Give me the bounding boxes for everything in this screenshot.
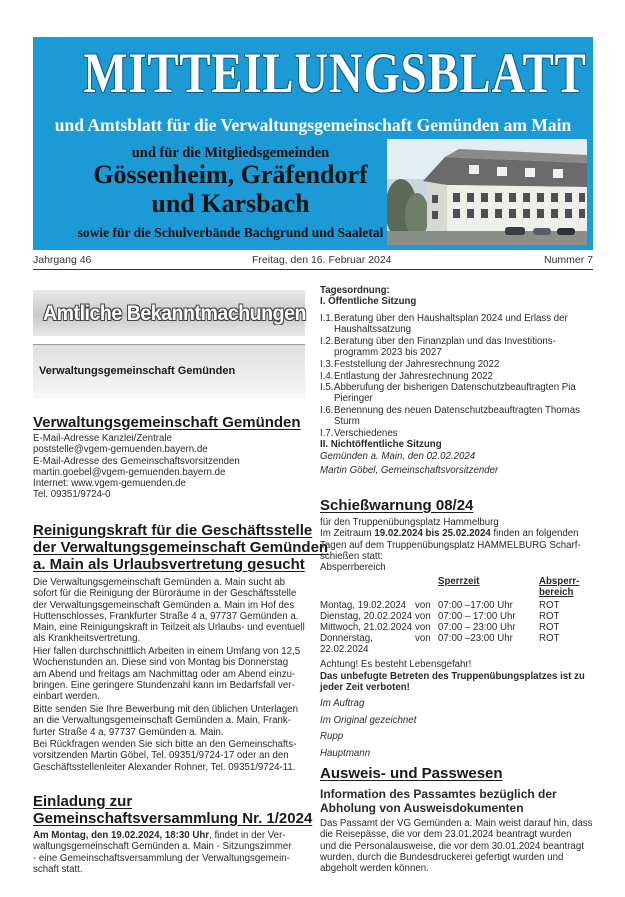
text-line: waltungsgemeinschaft Gemünden a. Main - Sitzungszimmer (33, 841, 292, 853)
private-session-title: II. Nichtöffentliche Sitzung (320, 439, 442, 450)
masthead-schools-line: sowie für die Schulverbände Bachgrund und Saaletal (77, 225, 384, 240)
vg-contact-block (33, 433, 240, 501)
vg-email-office[interactable]: poststelle@vgem-gemuenden.bayern.de (33, 444, 208, 456)
section-label-box (33, 344, 305, 398)
row-area: ROT (539, 600, 560, 611)
official-notices-banner (33, 290, 305, 336)
agenda-number: I.3. (320, 359, 334, 370)
shooting-intro (320, 517, 581, 573)
invite-heading (33, 793, 312, 827)
text-line: Bei Rückfragen wenden Sie sich bitte an den Gemeinschafts- (33, 739, 297, 750)
text-line: Im Auftrag (320, 698, 365, 709)
vg-heading: Verwaltungsgemeinschaft Gemünden (33, 414, 301, 431)
masthead-title: MITTEILUNGSBLATT (83, 42, 587, 105)
vg-contact-line: E-Mail-Adresse Kanzlei/Zentrale (33, 433, 172, 444)
text-line: Geschäftsstellenleiter Alexander Rohner, Tel. 09351/9724-11. (33, 761, 296, 773)
text-line: und die Personalausweise, die vor dem 30.01.2024 beantragt (320, 840, 584, 852)
text-line: Verschiedenes (334, 428, 398, 439)
job-heading-line: Reinigungskraft für die Geschäftsstelle (33, 522, 313, 539)
job-paragraph-3 (33, 704, 298, 738)
text-line: bereich (539, 587, 574, 598)
vg-contact-line: E-Mail-Adresse des Gemeinschaftsvorsitzenden (33, 455, 240, 467)
text-line: bringen. Eine geringere Stundenzahl kann im Bedarfsfall ver- (33, 679, 295, 691)
text-line: Tagen auf dem Truppenübungsplatz HAMMELBURG Scharf- (320, 539, 581, 551)
text-line: Hauptmann (320, 747, 371, 759)
issue-volume: Jahrgang 46 (33, 254, 92, 266)
text-fragment: finden an folgenden (490, 528, 579, 540)
row-day-continued: 22.02.2024 (320, 644, 369, 655)
text-fragment: , findet in der Ver- (209, 830, 286, 841)
agenda-title: Tagesordnung: (320, 285, 390, 296)
text-line: Beratung über den Haushaltsplan 2024 und Erlass der (334, 313, 568, 324)
masthead-members-line: und für die Mitgliedsgemeinden (131, 145, 330, 161)
signature-line: Martin Göbel, Gemeinschaftsvorsitzender (320, 465, 499, 476)
text-line: Im Original gezeichnet (320, 714, 417, 726)
text-line: Absperrbereich (320, 562, 386, 574)
agenda-number: I.5. (320, 382, 334, 393)
shooting-warning-heading: Schießwarnung 08/24 (320, 497, 474, 514)
text-line: an die Verwaltungsgemeinschaft Gemünden a. Main, Frank- (33, 715, 291, 727)
text-line: als Krankheitsvertretung. (33, 633, 141, 645)
text-line: schaft statt. (33, 863, 83, 875)
text-line: der Verwaltungsgemeinschaft Gemünden a. Main im Hof des (33, 599, 295, 611)
issue-date: Freitag, den 16. Februar 2024 (252, 254, 392, 266)
text-line: Rupp (320, 731, 344, 742)
row-day: Donnerstag, (320, 633, 373, 644)
passport-paragraph (320, 818, 592, 874)
vg-phone: Tel. 09351/9724-0 (33, 489, 111, 501)
row-area: ROT (539, 633, 560, 644)
row-from: von (415, 633, 431, 644)
text-line: die Reisepässe, die vor dem 23.01.2024 beantragt wurden (320, 829, 572, 841)
text-line: sofort für die Reinigung der Büroräume in der Geschäftsstelle (33, 588, 297, 600)
place-date: Gemünden a. Main, den 02.02.2024 (320, 451, 476, 462)
text-line: Pieringer (334, 393, 373, 405)
text-line: Information des Passamtes bezüglich der (320, 787, 557, 801)
vg-email-chair[interactable]: martin.goebel@vgem-gemuenden.bayern.de (33, 466, 226, 478)
text-line: Feststellung der Jahresrechnung 2022 (334, 359, 500, 370)
invite-heading-line: Einladung zur (33, 793, 133, 810)
issue-number: Nummer 7 (543, 254, 593, 266)
shooting-period: 19.02.2024 bis 25.02.2024 (374, 528, 491, 540)
passport-subheading (320, 788, 557, 815)
shooting-schedule-table (320, 576, 593, 656)
agenda-number: I.7. (320, 428, 334, 439)
shooting-signature (320, 696, 416, 762)
row-day: Dienstag, 20.02.2024 (320, 611, 413, 622)
invite-paragraph (33, 830, 291, 875)
text-line: Bitte senden Sie Ihre Bewerbung mit den üblichen Unterlagen (33, 704, 298, 715)
job-heading (33, 522, 328, 573)
town-hall-photo (387, 139, 587, 245)
job-paragraph-4 (33, 739, 296, 773)
job-heading-line: a. Main als Urlaubsvertretung gesucht (33, 556, 305, 573)
text-line: Das Passamt der VG Gemünden a. Main weist darauf hin, dass (320, 818, 593, 829)
text-line: Hier fallen durchschnittlich Arbeiten in einem Umfang von 12,5 (33, 646, 301, 657)
row-day: Mittwoch, 21.02.2024 (320, 622, 413, 633)
vg-website[interactable]: Internet: www.vgem-gemuenden.de (33, 478, 186, 490)
col-header-time: Sperrzeit (438, 576, 480, 587)
row-from: von (415, 622, 431, 633)
text-line: programm 2023 bis 2027 (334, 347, 442, 359)
text-line: am Abend und freitags am Nachmittag oder am Abend einzu- (33, 668, 296, 680)
row-area: ROT (539, 622, 560, 633)
invite-heading-line: Gemeinschaftsversammlung Nr. 1/2024 (33, 810, 313, 827)
masthead-towns-line-1: Gössenheim, Gräfendorf (93, 160, 368, 189)
agenda-number: I.1. (320, 313, 334, 324)
text-line: Sturm (334, 416, 360, 428)
text-line: einbart werden. (33, 691, 100, 703)
text-line: - eine Gemeinschaftsversammlung der Verwaltungsgemein- (33, 852, 290, 864)
text-line: Entlastung der Jahresrechnung 2022 (334, 371, 493, 382)
section-label: Verwaltungsgemeinschaft Gemünden (39, 365, 236, 377)
text-line: Abholung von Ausweisdokumenten (320, 800, 524, 815)
masthead-towns-line-2: und Karsbach (151, 189, 310, 218)
row-time: 07:00 –23:00 Uhr (438, 633, 513, 644)
agenda-number: I.2. (320, 336, 334, 347)
text-line: Absperr- (539, 576, 580, 587)
text-line: für den Truppenübungsplatz Hammelburg (320, 517, 499, 528)
agenda-number: I.6. (320, 405, 334, 416)
text-line: Haushaltssatzung (334, 324, 412, 336)
passport-heading: Ausweis- und Passwesen (320, 765, 503, 782)
text-line: Main, eine Reinigungskraft in Teilzeit als Urlaubs- und eventuell (33, 622, 305, 634)
job-paragraph-1 (33, 577, 305, 645)
row-area: ROT (539, 611, 560, 622)
invite-date-time: Am Montag, den 19.02.2024, 18:30 Uhr (33, 830, 210, 841)
text-line: vorsitzenden Martin Göbel, Tel. 09351/9724-17 oder an den (33, 750, 289, 762)
row-time: 07:00 –17:00 Uhr (438, 600, 513, 611)
text-line: jeder Zeit verboten! (320, 682, 410, 694)
danger-warning: Achtung! Es besteht Lebensgefahr! (320, 659, 472, 670)
official-notices-banner-text: Amtliche Bekanntmachungen (43, 302, 306, 325)
text-line: Huttenschlosses, Frankfurter Straße 4 a, 97737 Gemünden a. (33, 610, 299, 622)
text-line: schießen statt: (320, 550, 383, 562)
text-fragment: Im Zeitraum (320, 528, 375, 540)
public-session-title: I. Öffentliche Sitzung (320, 296, 417, 307)
text-line: abgeholt werden können. (320, 863, 429, 875)
issue-dateline (33, 254, 593, 270)
text-line: Benennung des neuen Datenschutzbeauftragten Thomas (334, 405, 580, 416)
row-day: Montag, 19.02.2024 (320, 600, 407, 611)
text-line: wurden, durch die Bundesdruckerei gefertigt wurden und (320, 851, 564, 863)
text-line: Beratung über den Finanzplan und das Investitions- (334, 336, 556, 347)
text-line: Abberufung der bisherigen Datenschutzbeauftragten Pia (334, 382, 576, 393)
col-header-area (539, 576, 579, 598)
row-time: 07:00 – 23:00 Uhr (438, 622, 516, 633)
text-line: Wochenstunden an. Diese sind von Montag bis Donnerstag (33, 657, 289, 669)
text-line: Das unbefugte Betreten des Truppenübungsplatzes ist zu (320, 671, 585, 682)
masthead-subtitle: und Amtsblatt für die Verwaltungsgemeinschaft Gemünden am Main (54, 115, 572, 135)
row-from: von (415, 600, 431, 611)
row-time: 07:00 – 17:00 Uhr (438, 611, 516, 622)
text-line: furter Straße 4 a, 97737 Gemünden a. Main. (33, 726, 224, 738)
job-heading-line: der Verwaltungsgemeinschaft Gemünden (33, 539, 329, 556)
access-prohibited (320, 671, 585, 694)
job-paragraph-2 (33, 646, 300, 702)
text-line: Die Verwaltungsgemeinschaft Gemünden a. Main sucht ab (33, 577, 286, 588)
row-from: von (415, 611, 431, 622)
masthead (33, 37, 593, 250)
agenda-number: I.4. (320, 371, 334, 382)
